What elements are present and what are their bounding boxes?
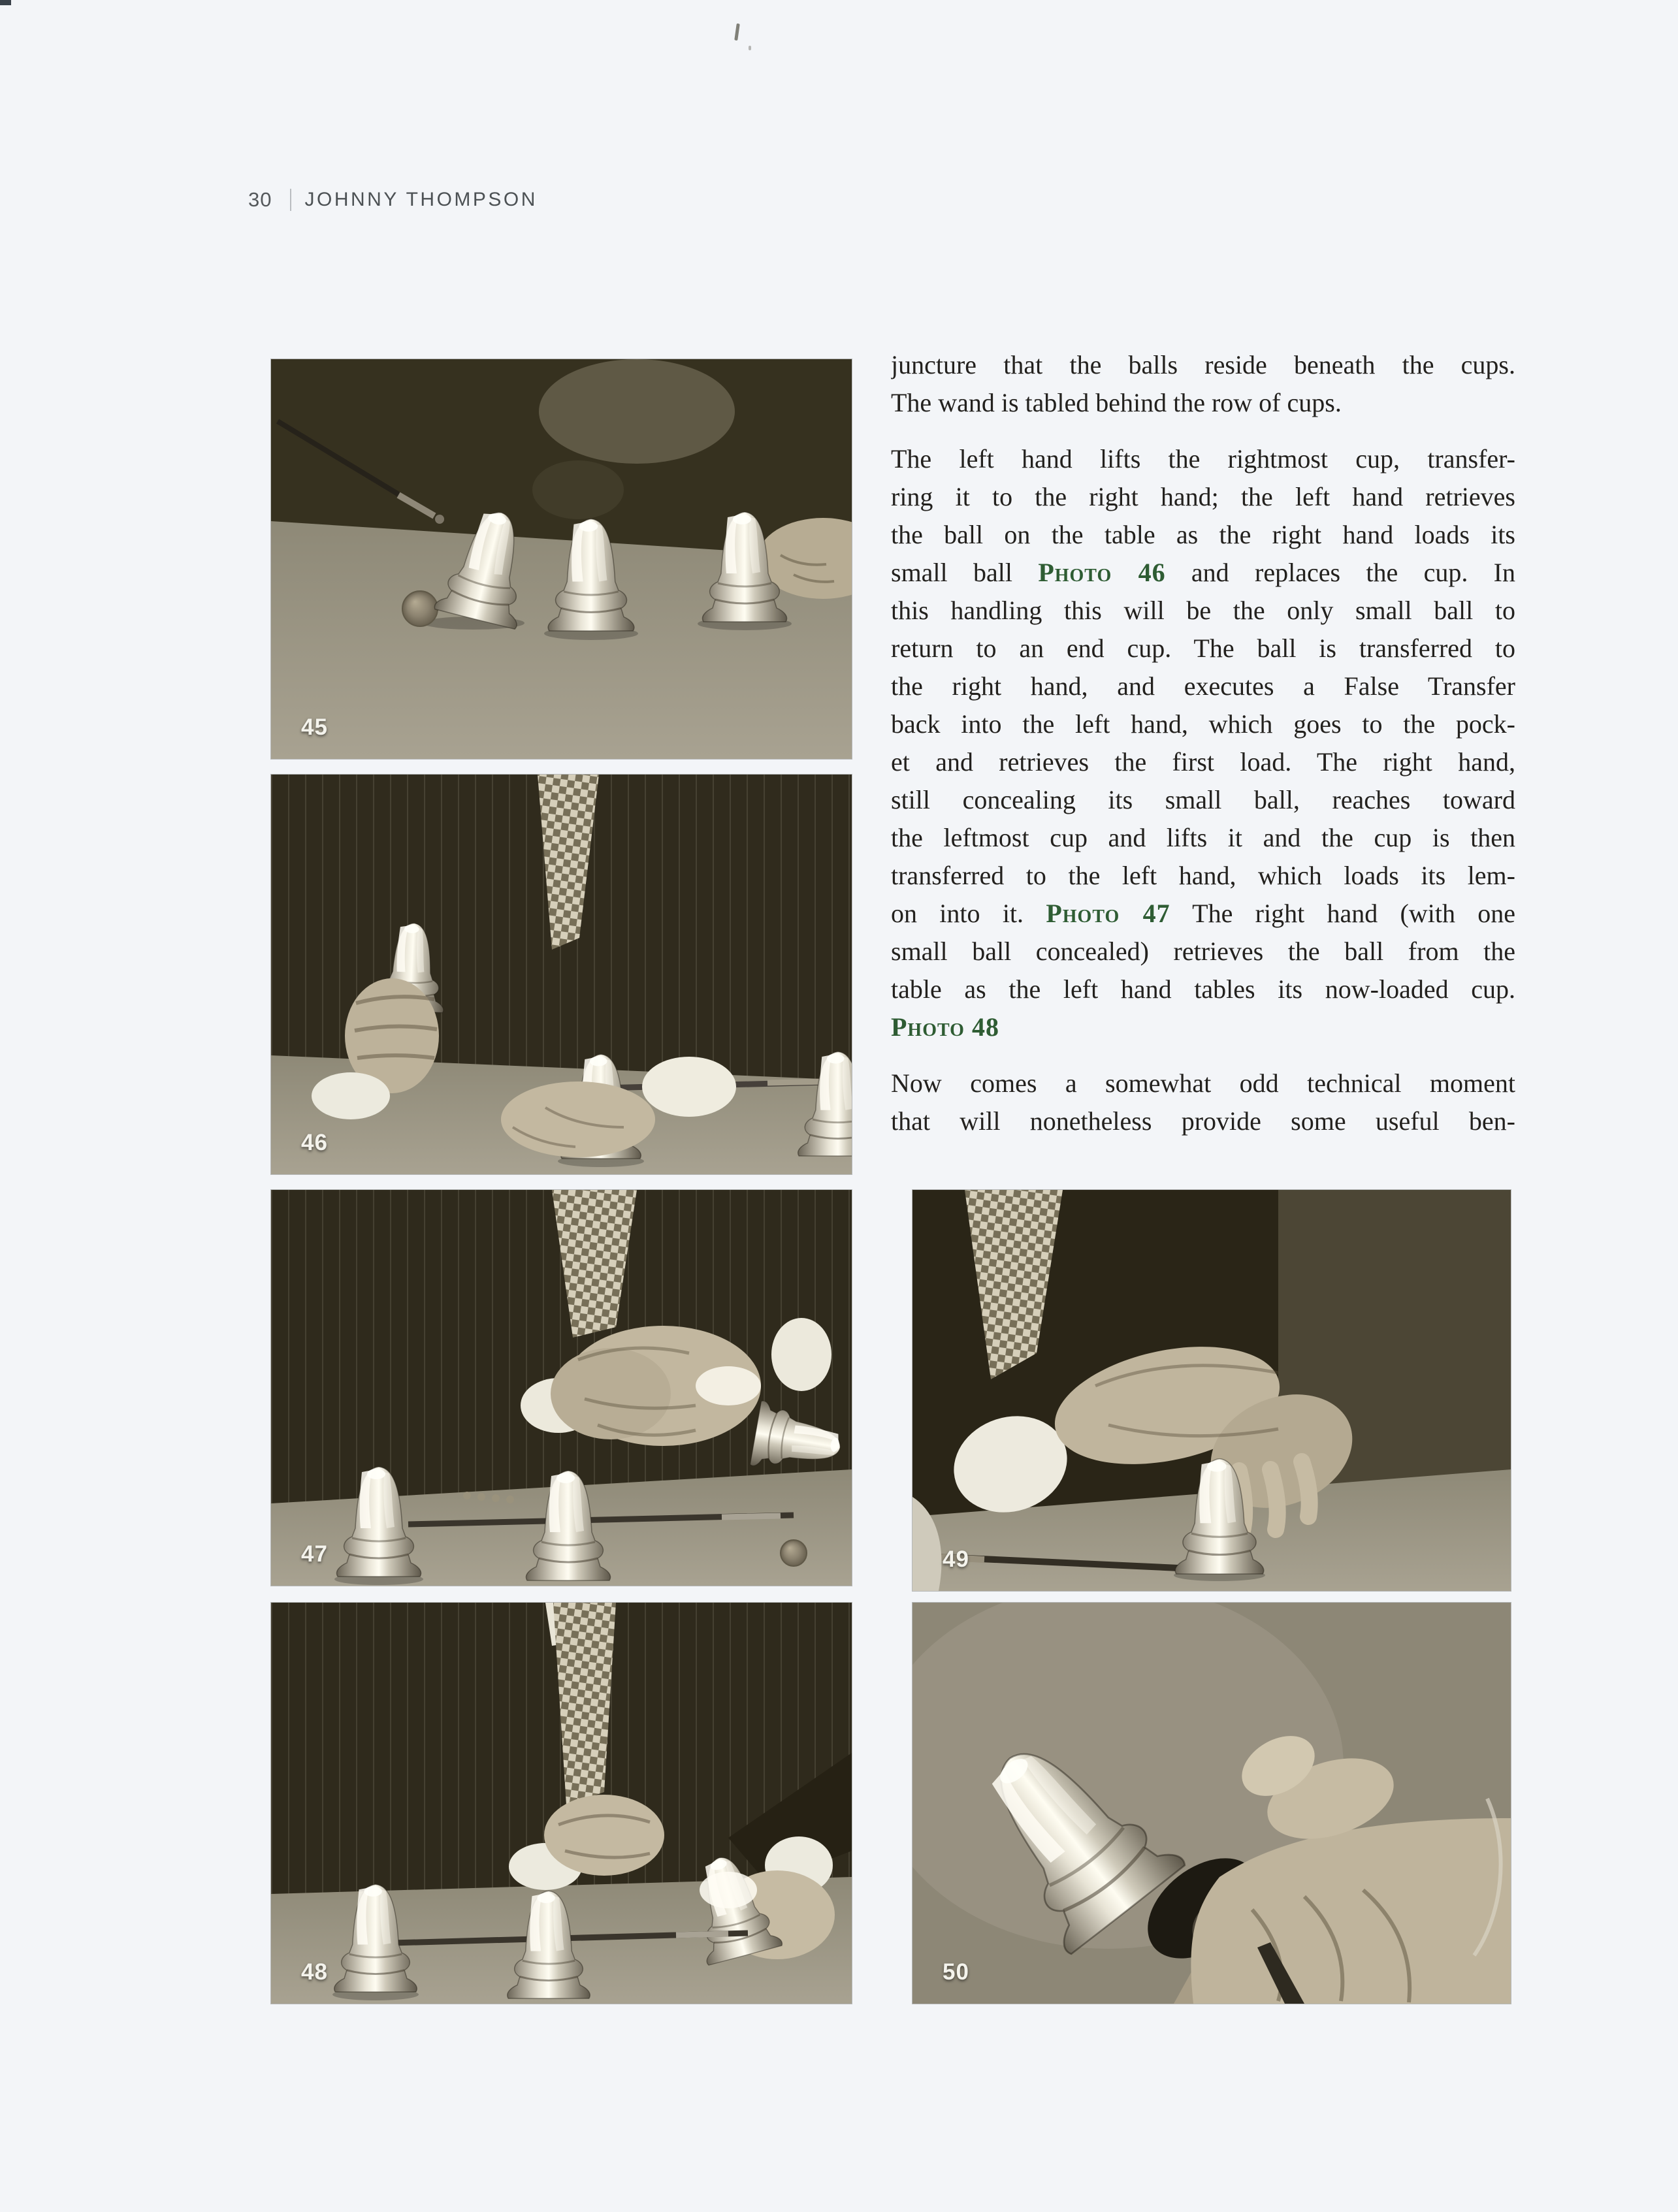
right-hand <box>501 1082 655 1157</box>
text-line <box>891 554 1515 592</box>
text-run: this handling this will be the only small ball to <box>891 596 1515 625</box>
text-line <box>891 346 1515 384</box>
text-line <box>891 667 1515 705</box>
photo-48 <box>271 1603 852 2004</box>
photo-50-image <box>912 1603 1511 2004</box>
text-line <box>891 933 1515 970</box>
text-line <box>891 819 1515 857</box>
text-line <box>891 743 1515 781</box>
text-run: table as the left hand tables its now-loaded cup. <box>891 974 1515 1004</box>
paragraph <box>891 1065 1515 1140</box>
header-separator <box>290 189 291 211</box>
photo-46 <box>271 775 852 1174</box>
text-line <box>891 1102 1515 1140</box>
text-line <box>891 1008 1515 1046</box>
text-run: transferred to the left hand, which loads its lem- <box>891 861 1515 890</box>
text-run: the ball on the table as the right hand loads its <box>891 520 1515 549</box>
photo-46-image <box>271 775 852 1174</box>
photo-49-image <box>912 1190 1511 1591</box>
text-line <box>891 440 1515 478</box>
text-run: ring it to the right hand; the left hand retrieves <box>891 482 1515 511</box>
scan-speck <box>749 46 751 50</box>
scan-corner-mark <box>0 0 11 5</box>
scan-speck <box>734 24 740 40</box>
text-run: small ball <box>891 558 1039 587</box>
text-run: Now comes a somewhat odd technical moment <box>891 1068 1515 1098</box>
text-run: The right hand (with one <box>1170 899 1515 928</box>
text-line <box>891 895 1515 933</box>
photo-label: 46 <box>301 1130 328 1155</box>
text-line <box>891 857 1515 895</box>
performer-blur <box>539 359 735 464</box>
text-run: small ball concealed) retrieves the ball from the <box>891 937 1515 966</box>
photo-47-image <box>271 1190 852 1586</box>
text-run: that will nonetheless provide some useful ben- <box>891 1106 1515 1136</box>
photo-45 <box>271 359 852 759</box>
text-run: the right hand, and executes a False Transfer <box>891 671 1515 701</box>
shirt-cuff <box>771 1318 831 1391</box>
photo-label: 49 <box>943 1547 969 1572</box>
text-line <box>891 478 1515 516</box>
photo-48-image <box>271 1603 852 2004</box>
text-line <box>891 592 1515 630</box>
text-run: back into the left hand, which goes to the pock- <box>891 709 1515 739</box>
photo-label: 45 <box>301 714 328 740</box>
small-ball <box>781 1540 807 1566</box>
shirt-cuff <box>312 1072 390 1119</box>
text-line <box>891 781 1515 819</box>
text-run: still concealing its small ball, reaches toward <box>891 785 1515 814</box>
photo-reference: Photo 47 <box>1046 899 1170 928</box>
photo-reference: Photo 46 <box>1038 558 1166 587</box>
left-hand-fist <box>544 1795 664 1876</box>
text-run: and replaces the cup. In <box>1165 558 1515 587</box>
text-line <box>891 384 1515 422</box>
text-line <box>891 970 1515 1008</box>
text-line <box>891 1065 1515 1102</box>
page-number: 30 <box>248 188 272 211</box>
text-run: return to an end cup. The ball is transferred to <box>891 633 1515 663</box>
shirt-cuff <box>642 1057 736 1117</box>
text-run: the leftmost cup and lifts it and the cup is then <box>891 823 1515 852</box>
photo-47 <box>271 1190 852 1586</box>
photo-label: 50 <box>943 1959 969 1985</box>
small-ball <box>402 591 438 626</box>
text-column <box>891 346 1515 1159</box>
text-line <box>891 516 1515 554</box>
text-run: The left hand lifts the rightmost cup, transfer- <box>891 444 1515 473</box>
photo-50 <box>912 1603 1511 2004</box>
text-run: et and retrieves the first load. The right hand, <box>891 747 1515 777</box>
running-header <box>248 188 538 212</box>
photo-label: 47 <box>301 1541 328 1567</box>
text-line <box>891 630 1515 667</box>
photo-49 <box>912 1190 1511 1591</box>
photo-reference: Photo 48 <box>891 1012 999 1042</box>
paragraph <box>891 440 1515 1046</box>
text-run: juncture that the balls reside beneath the cups. <box>891 350 1515 379</box>
book-title: JOHNNY THOMPSON <box>304 189 538 210</box>
text-run: on into it. <box>891 899 1046 928</box>
paragraph <box>891 346 1515 422</box>
text-run: The wand is tabled behind the row of cups. <box>891 388 1342 417</box>
text-line <box>891 705 1515 743</box>
photo-45-image <box>271 359 852 759</box>
photo-label: 48 <box>301 1959 328 1985</box>
